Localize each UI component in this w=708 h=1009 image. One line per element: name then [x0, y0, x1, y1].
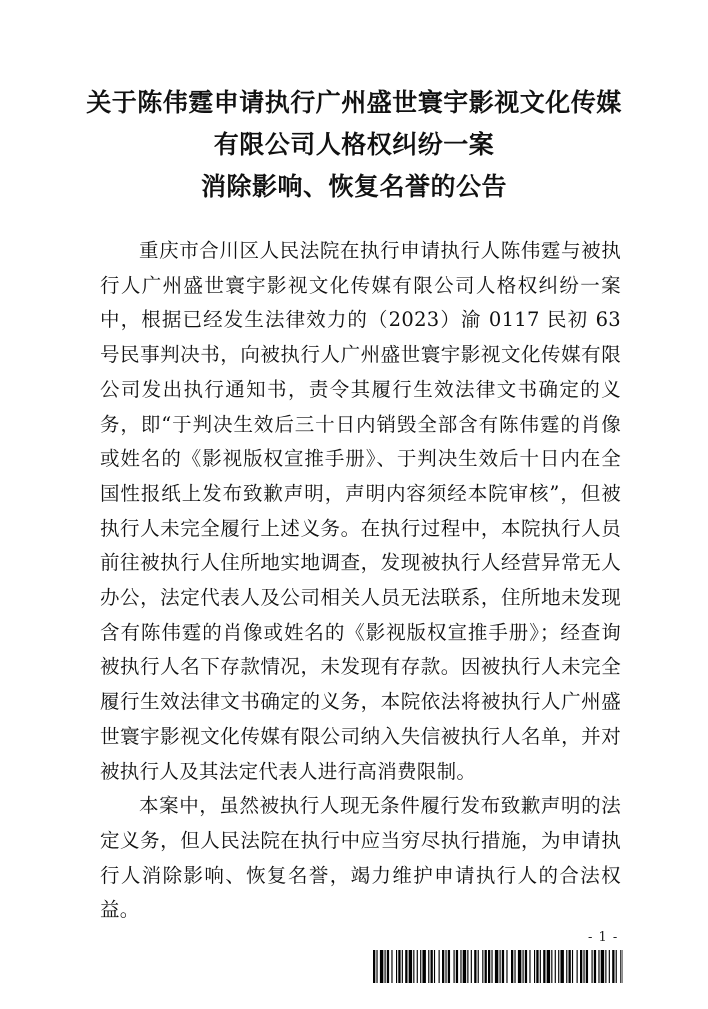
barcode-bar: [543, 950, 545, 983]
body-paragraph-1: 重庆市合川区人民法院在执行申请执行人陈伟霆与被执行人广州盛世寰宇影视文化传媒有限公司人格权纠纷一案中，根据已经发生法律效力的（2023）渝 0117 民初 63 号民事判决书，向被执行人广州盛世寰宇影视文化传媒有限公司发出执行通知书，责令其履行生效法律文书确定的义务，即“于判决生效后三十日内销毁全部含有陈伟霆的肖像或姓名的《影视版权宣推手册》、于判决生效后十日内在全国性报纸上发布致歉声明，声明内容须经本院审核”，但被执行人未完全履行上述义务。在执行过程中，本院执行人员前往被执行人住所地实地调查，发现被执行人经营异常无人办公，法定代表人及公司相关人员无法联系，住所地未发现含有陈伟霆的肖像或姓名的《影视版权宣推手册》；经查询被执行人名下存款情况，未发现有存款。因被执行人未完全履行生效法律文书确定的义务，本院依法将被执行人广州盛世寰宇影视文化传媒有限公司纳入失信被执行人名单，并对被执行人及其法定代表人进行高消费限制。: [100, 239, 621, 783]
barcode-bar: [422, 950, 425, 983]
barcode-bar: [454, 950, 455, 983]
barcode-bar: [598, 950, 599, 983]
title-line-1: 关于陈伟霆申请执行广州盛世寰宇影视文化传媒: [86, 88, 622, 117]
barcode-bar: [442, 950, 444, 983]
barcode-bar: [448, 950, 450, 983]
barcode-bar: [391, 950, 392, 983]
barcode-bar: [385, 950, 386, 983]
barcode-bar: [434, 950, 435, 983]
barcode-bar: [380, 950, 383, 983]
barcode-bar: [547, 950, 550, 983]
barcode-bar: [540, 950, 541, 983]
barcode-bar: [471, 950, 472, 983]
barcode-bar: [373, 950, 375, 983]
barcode-bar: [558, 950, 559, 983]
barcode-bar: [431, 950, 433, 983]
barcode-bar: [529, 950, 530, 983]
barcode-bar: [420, 950, 421, 983]
barcode-bar: [592, 950, 593, 983]
barcode-bar: [583, 950, 584, 983]
barcode-bar: [586, 950, 588, 983]
barcode-bar: [620, 950, 621, 983]
barcode-bar: [525, 950, 527, 983]
barcode-bar: [612, 950, 614, 983]
barcode-bar: [495, 950, 498, 983]
barcode-bar: [502, 950, 504, 983]
barcode-bar: [482, 950, 483, 983]
barcode-bar: [569, 950, 571, 983]
barcode-bar: [609, 950, 610, 983]
document-title: [0, 82, 708, 208]
barcode-bar: [518, 950, 521, 983]
barcode-bar: [376, 950, 377, 983]
page-number: - 1 -: [588, 930, 619, 945]
body-paragraph-2: 本案中，虽然被执行人现无条件履行发布致歉声明的法定义务，但人民法院在执行中应当穷尽执行措施，为申请执行人消除影响、恢复名誉，竭力维护申请执行人的合法权益。: [100, 794, 621, 922]
barcode-bar: [572, 950, 573, 983]
barcode-bar: [417, 950, 418, 983]
barcode-bar: [506, 950, 507, 983]
barcode-bar: [398, 950, 400, 983]
barcode-bar: [428, 950, 429, 983]
barcode-bar: [601, 950, 604, 983]
barcode-bar: [616, 950, 617, 983]
barcode-bar: [460, 950, 461, 983]
barcode-bar: [534, 950, 535, 983]
barcode-bar: [523, 950, 524, 983]
barcode-bar: [500, 950, 501, 983]
barcode-bar: [456, 950, 458, 983]
barcode-bar: [474, 950, 476, 983]
barcode: [373, 950, 623, 983]
barcode-bar: [387, 950, 389, 983]
barcode-bar: [560, 950, 563, 983]
barcode-bar: [555, 950, 556, 983]
barcode-bar: [439, 950, 440, 983]
barcode-bar: [463, 950, 466, 983]
barcode-bar: [409, 950, 412, 983]
barcode-bar: [467, 950, 468, 983]
title-line-3: 消除影响、恢复名誉的公告: [200, 172, 507, 201]
barcode-bar: [511, 950, 513, 983]
document-body: [100, 234, 621, 928]
barcode-bar: [405, 950, 407, 983]
barcode-bar: [478, 950, 479, 983]
barcode-bar: [491, 950, 492, 983]
barcode-bar: [536, 950, 538, 983]
barcode-bar: [413, 950, 414, 983]
barcode-bar: [402, 950, 403, 983]
barcode-bar: [396, 950, 397, 983]
barcode-bar: [577, 950, 578, 983]
barcode-bar: [488, 950, 490, 983]
title-line-2: 有限公司人格权纠纷一案: [213, 130, 495, 159]
barcode-bar: [580, 950, 582, 983]
barcode-bar: [445, 950, 446, 983]
barcode-bar: [551, 950, 552, 983]
barcode-bar: [594, 950, 596, 983]
barcode-bar: [485, 950, 487, 983]
barcode-bar: [605, 950, 606, 983]
barcode-bar: [514, 950, 515, 983]
barcode-bar: [566, 950, 567, 983]
